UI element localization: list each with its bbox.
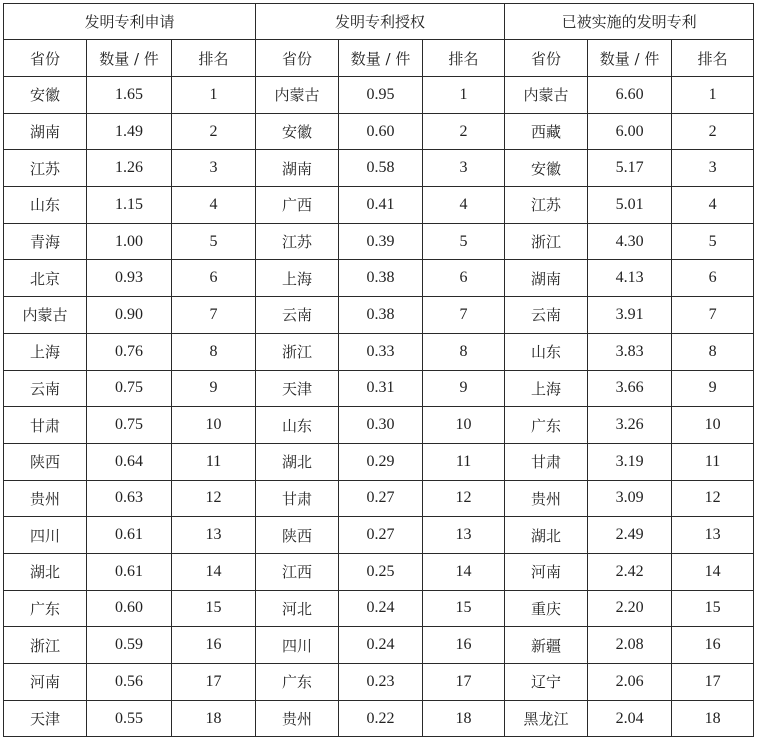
cell-rank: 8 (672, 333, 754, 370)
cell-province: 广西 (256, 187, 339, 224)
cell-quantity: 3.91 (588, 297, 672, 334)
cell-quantity: 0.59 (87, 627, 172, 664)
cell-quantity: 1.15 (87, 187, 172, 224)
cell-quantity: 0.76 (87, 333, 172, 370)
table-row (4, 333, 754, 370)
table-row (4, 370, 754, 407)
cell-province: 云南 (256, 297, 339, 334)
cell-rank: 17 (172, 664, 256, 701)
cell-rank: 5 (423, 223, 505, 260)
cell-rank: 11 (423, 443, 505, 480)
cell-quantity: 0.58 (339, 150, 423, 187)
cell-province: 江苏 (256, 223, 339, 260)
table-row (4, 590, 754, 627)
cell-province: 黑龙江 (505, 700, 588, 737)
column-header-province: 省份 (4, 40, 87, 77)
cell-quantity: 0.27 (339, 480, 423, 517)
cell-province: 安徽 (505, 150, 588, 187)
cell-province: 江苏 (505, 187, 588, 224)
table-row (4, 553, 754, 590)
cell-rank: 6 (423, 260, 505, 297)
cell-province: 湖南 (505, 260, 588, 297)
table-row (4, 407, 754, 444)
cell-province: 湖北 (505, 517, 588, 554)
cell-rank: 1 (672, 77, 754, 114)
cell-province: 云南 (4, 370, 87, 407)
cell-rank: 10 (172, 407, 256, 444)
cell-quantity: 0.75 (87, 370, 172, 407)
cell-quantity: 0.93 (87, 260, 172, 297)
table-row (4, 113, 754, 150)
cell-province: 山东 (4, 187, 87, 224)
cell-quantity: 1.26 (87, 150, 172, 187)
cell-rank: 1 (423, 77, 505, 114)
cell-rank: 15 (672, 590, 754, 627)
cell-province: 新疆 (505, 627, 588, 664)
table-row (4, 700, 754, 737)
cell-quantity: 3.83 (588, 333, 672, 370)
cell-quantity: 0.27 (339, 517, 423, 554)
cell-quantity: 0.90 (87, 297, 172, 334)
cell-quantity: 0.61 (87, 517, 172, 554)
cell-rank: 13 (672, 517, 754, 554)
cell-quantity: 2.06 (588, 664, 672, 701)
cell-province: 陕西 (256, 517, 339, 554)
cell-rank: 18 (172, 700, 256, 737)
cell-quantity: 0.23 (339, 664, 423, 701)
cell-rank: 2 (672, 113, 754, 150)
cell-province: 内蒙古 (505, 77, 588, 114)
cell-quantity: 5.17 (588, 150, 672, 187)
cell-rank: 12 (172, 480, 256, 517)
patent-ranking-table (3, 3, 754, 737)
cell-rank: 16 (172, 627, 256, 664)
cell-rank: 9 (423, 370, 505, 407)
cell-rank: 5 (672, 223, 754, 260)
cell-province: 天津 (4, 700, 87, 737)
cell-quantity: 3.26 (588, 407, 672, 444)
cell-province: 河南 (4, 664, 87, 701)
cell-quantity: 0.38 (339, 297, 423, 334)
table-body (4, 77, 754, 737)
cell-rank: 10 (672, 407, 754, 444)
cell-province: 上海 (4, 333, 87, 370)
cell-province: 贵州 (505, 480, 588, 517)
cell-rank: 8 (423, 333, 505, 370)
cell-province: 湖北 (256, 443, 339, 480)
cell-rank: 5 (172, 223, 256, 260)
cell-quantity: 0.30 (339, 407, 423, 444)
cell-quantity: 0.22 (339, 700, 423, 737)
cell-quantity: 3.09 (588, 480, 672, 517)
cell-quantity: 0.64 (87, 443, 172, 480)
cell-quantity: 3.19 (588, 443, 672, 480)
cell-quantity: 6.60 (588, 77, 672, 114)
cell-quantity: 3.66 (588, 370, 672, 407)
cell-province: 湖北 (4, 553, 87, 590)
cell-rank: 13 (423, 517, 505, 554)
cell-province: 内蒙古 (256, 77, 339, 114)
cell-rank: 18 (423, 700, 505, 737)
cell-province: 重庆 (505, 590, 588, 627)
cell-rank: 18 (672, 700, 754, 737)
cell-rank: 7 (423, 297, 505, 334)
cell-quantity: 0.95 (339, 77, 423, 114)
cell-province: 河南 (505, 553, 588, 590)
cell-quantity: 2.20 (588, 590, 672, 627)
cell-quantity: 2.04 (588, 700, 672, 737)
cell-quantity: 0.60 (87, 590, 172, 627)
cell-quantity: 0.29 (339, 443, 423, 480)
cell-rank: 12 (423, 480, 505, 517)
cell-quantity: 0.38 (339, 260, 423, 297)
cell-quantity: 4.13 (588, 260, 672, 297)
cell-quantity: 5.01 (588, 187, 672, 224)
cell-rank: 2 (423, 113, 505, 150)
column-header-quantity: 数量 / 件 (339, 40, 423, 77)
group-header-implemented: 已被实施的发明专利 (505, 4, 754, 40)
cell-quantity: 0.25 (339, 553, 423, 590)
cell-rank: 9 (172, 370, 256, 407)
cell-province: 北京 (4, 260, 87, 297)
cell-province: 辽宁 (505, 664, 588, 701)
cell-rank: 17 (672, 664, 754, 701)
table-row (4, 443, 754, 480)
cell-rank: 1 (172, 77, 256, 114)
cell-quantity: 0.60 (339, 113, 423, 150)
cell-province: 安徽 (256, 113, 339, 150)
cell-province: 内蒙古 (4, 297, 87, 334)
cell-province: 上海 (505, 370, 588, 407)
cell-province: 广东 (4, 590, 87, 627)
table-row (4, 260, 754, 297)
group-header-granted: 发明专利授权 (256, 4, 505, 40)
table-row (4, 150, 754, 187)
cell-rank: 14 (423, 553, 505, 590)
table-row (4, 627, 754, 664)
table-row (4, 664, 754, 701)
cell-province: 陕西 (4, 443, 87, 480)
cell-rank: 16 (672, 627, 754, 664)
table-row (4, 187, 754, 224)
group-header-application: 发明专利申请 (4, 4, 256, 40)
cell-province: 贵州 (256, 700, 339, 737)
cell-quantity: 2.08 (588, 627, 672, 664)
cell-rank: 11 (172, 443, 256, 480)
cell-province: 广东 (505, 407, 588, 444)
column-header-quantity: 数量 / 件 (588, 40, 672, 77)
cell-province: 山东 (256, 407, 339, 444)
cell-province: 甘肃 (505, 443, 588, 480)
table-row (4, 77, 754, 114)
cell-province: 贵州 (4, 480, 87, 517)
cell-rank: 9 (672, 370, 754, 407)
table-row (4, 297, 754, 334)
column-header-province: 省份 (505, 40, 588, 77)
table-row (4, 480, 754, 517)
cell-rank: 11 (672, 443, 754, 480)
cell-rank: 14 (172, 553, 256, 590)
cell-quantity: 0.63 (87, 480, 172, 517)
column-header-rank: 排名 (672, 40, 754, 77)
cell-province: 浙江 (4, 627, 87, 664)
cell-province: 四川 (4, 517, 87, 554)
cell-quantity: 0.55 (87, 700, 172, 737)
cell-quantity: 0.24 (339, 590, 423, 627)
cell-rank: 13 (172, 517, 256, 554)
cell-quantity: 0.24 (339, 627, 423, 664)
cell-province: 湖南 (4, 113, 87, 150)
cell-province: 河北 (256, 590, 339, 627)
cell-province: 上海 (256, 260, 339, 297)
cell-rank: 2 (172, 113, 256, 150)
cell-province: 浙江 (256, 333, 339, 370)
column-header-quantity: 数量 / 件 (87, 40, 172, 77)
cell-quantity: 1.65 (87, 77, 172, 114)
cell-province: 四川 (256, 627, 339, 664)
cell-province: 浙江 (505, 223, 588, 260)
cell-quantity: 2.42 (588, 553, 672, 590)
cell-rank: 6 (672, 260, 754, 297)
cell-quantity: 0.33 (339, 333, 423, 370)
cell-rank: 3 (423, 150, 505, 187)
group-header-row (4, 4, 754, 40)
cell-quantity: 0.75 (87, 407, 172, 444)
cell-province: 青海 (4, 223, 87, 260)
column-header-row (4, 40, 754, 77)
cell-quantity: 1.00 (87, 223, 172, 260)
cell-province: 云南 (505, 297, 588, 334)
cell-rank: 8 (172, 333, 256, 370)
cell-province: 湖南 (256, 150, 339, 187)
cell-province: 甘肃 (4, 407, 87, 444)
cell-rank: 7 (672, 297, 754, 334)
cell-quantity: 0.56 (87, 664, 172, 701)
cell-rank: 14 (672, 553, 754, 590)
column-header-rank: 排名 (172, 40, 256, 77)
cell-rank: 3 (172, 150, 256, 187)
cell-rank: 6 (172, 260, 256, 297)
column-header-rank: 排名 (423, 40, 505, 77)
cell-province: 江西 (256, 553, 339, 590)
cell-rank: 16 (423, 627, 505, 664)
table-row (4, 517, 754, 554)
cell-rank: 15 (172, 590, 256, 627)
cell-quantity: 0.41 (339, 187, 423, 224)
cell-quantity: 0.31 (339, 370, 423, 407)
cell-province: 江苏 (4, 150, 87, 187)
cell-province: 甘肃 (256, 480, 339, 517)
cell-quantity: 0.39 (339, 223, 423, 260)
cell-quantity: 2.49 (588, 517, 672, 554)
cell-rank: 15 (423, 590, 505, 627)
cell-rank: 7 (172, 297, 256, 334)
cell-quantity: 6.00 (588, 113, 672, 150)
cell-rank: 4 (672, 187, 754, 224)
cell-province: 西藏 (505, 113, 588, 150)
cell-rank: 12 (672, 480, 754, 517)
cell-quantity: 4.30 (588, 223, 672, 260)
cell-province: 广东 (256, 664, 339, 701)
table-row (4, 223, 754, 260)
cell-rank: 4 (423, 187, 505, 224)
cell-rank: 17 (423, 664, 505, 701)
cell-quantity: 1.49 (87, 113, 172, 150)
cell-province: 安徽 (4, 77, 87, 114)
cell-rank: 3 (672, 150, 754, 187)
cell-province: 山东 (505, 333, 588, 370)
cell-quantity: 0.61 (87, 553, 172, 590)
cell-province: 天津 (256, 370, 339, 407)
cell-rank: 10 (423, 407, 505, 444)
cell-rank: 4 (172, 187, 256, 224)
column-header-province: 省份 (256, 40, 339, 77)
